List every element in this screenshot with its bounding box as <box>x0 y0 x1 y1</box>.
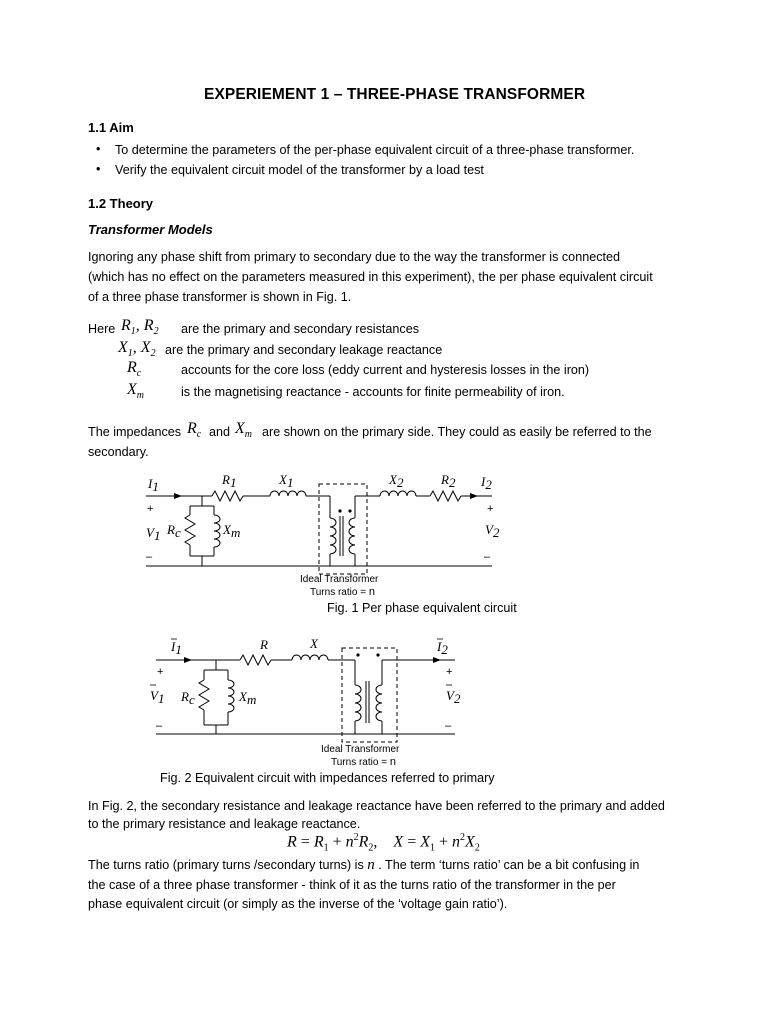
fig2-Rc-label: Rc <box>181 689 195 707</box>
def-rc-text: accounts for the core loss (eddy current and hysteresis losses in the iron) <box>181 363 590 377</box>
fig1-X2-label: X2 <box>389 472 404 490</box>
fig2-X-label: X <box>310 636 318 651</box>
r1-r2-symbol: $R_1$, $R_2$ <box>121 317 159 338</box>
aim-heading: 1.1 Aim <box>88 120 134 135</box>
bullet-dot-icon: • <box>96 142 101 156</box>
theory-heading: 1.2 Theory <box>88 196 154 211</box>
here-label: Here <box>88 322 116 336</box>
aim-bullet-1: To determine the parameters of the per-phase equivalent circuit of a three-phase transformer. <box>115 143 635 157</box>
fig1-X1-label: X1 <box>279 472 294 490</box>
fig2-minus-left: – <box>156 720 163 732</box>
x1-x2-symbol: $X_1$, $X_2$ <box>118 339 156 360</box>
fig1-ideal-label: Ideal Transformer <box>300 574 379 585</box>
fig1-minus-left: – <box>146 551 153 563</box>
fig2-circuit-diagram <box>150 635 460 770</box>
impedance-text-a: The impedances <box>88 425 182 439</box>
rc-symbol: $R_c$ <box>127 359 142 380</box>
current-arrow-icon <box>433 657 441 663</box>
bullet-dot-icon: • <box>96 162 101 176</box>
para2-line2: to the primary resistance and leakage reactance. <box>88 817 361 831</box>
theory-para1-line3: of a three phase transformer is shown in Fig. 1. <box>88 290 352 304</box>
def-r1r2-text: are the primary and secondary resistances <box>181 322 419 336</box>
fig1-R2-label: R2 <box>441 472 456 490</box>
fig2-turns-label: Turns ratio = n <box>331 756 396 768</box>
polarity-dot-icon <box>356 653 359 656</box>
rc-symbol-inline: $R_c$ <box>187 420 202 441</box>
impedance-text-c: secondary. <box>88 445 149 459</box>
fig2-Xm-label: Xm <box>239 689 257 707</box>
impedance-text-b: are shown on the primary side. They could as easily be referred to the <box>262 425 652 439</box>
fig2-minus-right: – <box>445 720 452 732</box>
fig1-turns-label: Turns ratio = n <box>310 586 375 598</box>
polarity-dot-icon <box>348 509 351 512</box>
para3-line3: phase equivalent circuit (or simply as the inverse of the ‘voltage gain ratio’). <box>88 897 508 911</box>
fig1-caption: Fig. 1 Per phase equivalent circuit <box>327 601 517 615</box>
theory-para1-line2: (which has no effect on the parameters measured in this experiment), the per phase equivalent circuit <box>88 270 653 284</box>
fig1-plus-right: + <box>487 503 494 515</box>
fig2-ideal-label: Ideal Transformer <box>321 744 400 755</box>
fig2-caption: Fig. 2 Equivalent circuit with impedances referred to primary <box>160 771 495 785</box>
def-x1x2-text: are the primary and secondary leakage reactance <box>165 343 443 357</box>
para3-line1: The turns ratio (primary turns /secondary turns) is n . The term ‘turns ratio’ can be a bit confusing in <box>88 857 640 873</box>
fig1-Xm-label: Xm <box>223 522 241 540</box>
fig1-circuit-diagram <box>140 470 500 600</box>
current-arrow-icon <box>470 493 478 499</box>
fig1-minus-right: – <box>484 551 491 563</box>
fig1-plus-left: + <box>147 503 154 515</box>
impedance-and: and <box>209 425 231 439</box>
current-arrow-icon <box>174 493 182 499</box>
formula-equation: $R = R_1 + n^2R_2$, $X = X_1 + n^2X_2$ <box>287 832 480 854</box>
def-xm-text: is the magnetising reactance - accounts for finite permeability of iron. <box>181 385 565 399</box>
fig2-I2-label: I2 <box>437 639 448 657</box>
fig1-R1-label: R1 <box>222 472 237 490</box>
fig1-V1-label: V1 <box>146 525 161 543</box>
fig1-V2-label: V2 <box>485 522 500 540</box>
fig2-V1-label: V1 <box>150 688 165 706</box>
theory-para1-line1: Ignoring any phase shift from primary to secondary due to the way the transformer is connected <box>88 250 621 264</box>
xm-symbol-inline: $X_m$ <box>235 420 253 441</box>
fig1-I2-label: I2 <box>481 474 492 492</box>
fig2-plus-right: + <box>446 666 453 678</box>
aim-bullet-2: Verify the equivalent circuit model of the transformer by a load test <box>115 163 484 177</box>
xm-symbol: $X_m$ <box>127 381 145 402</box>
fig2-plus-left: + <box>157 666 164 678</box>
fig2-R-label: R <box>260 637 268 652</box>
current-arrow-icon <box>184 657 192 663</box>
para3-line2: the case of a three phase transformer - think of it as the turns ratio of the transformer in the per <box>88 878 616 892</box>
para2-line1: In Fig. 2, the secondary resistance and leakage reactance have been referred to the primary and added <box>88 799 665 813</box>
fig1-Rc-label: Rc <box>167 522 181 540</box>
polarity-dot-icon <box>338 509 341 512</box>
page-title: EXPERIEMENT 1 – THREE-PHASE TRANSFORMER <box>204 86 586 103</box>
fig2-V2-label: V2 <box>446 688 460 706</box>
fig2-I1-label: I1 <box>171 639 182 657</box>
polarity-dot-icon <box>376 653 379 656</box>
theory-subheading: Transformer Models <box>88 222 213 237</box>
fig1-I1-label: I1 <box>148 476 159 494</box>
